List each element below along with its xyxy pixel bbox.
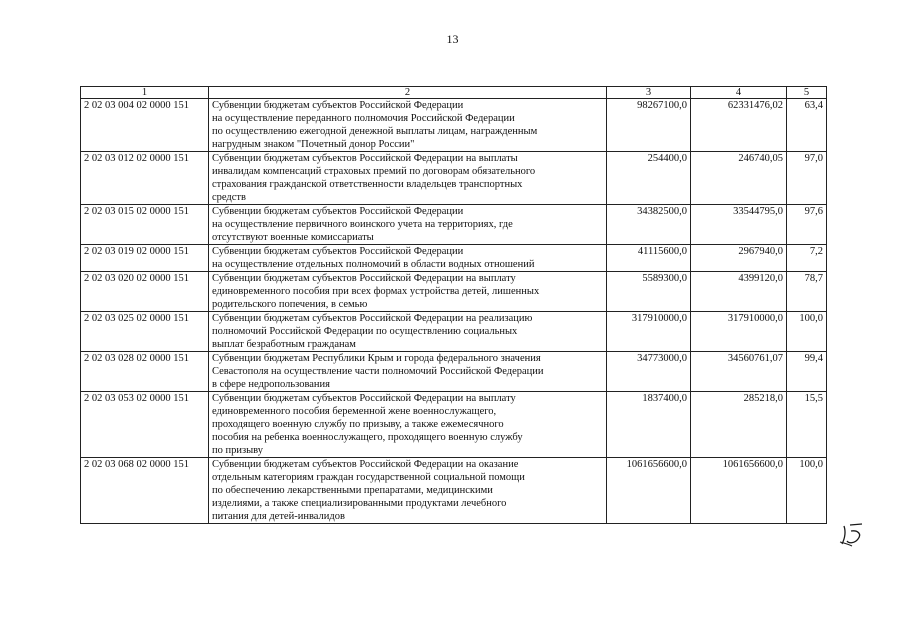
table-row [81,312,827,352]
revenue-name-line: отсутствуют военные комиссариаты [212,232,374,243]
plan-amount-cell: 34773000,0 [607,352,691,392]
budget-code-cell: 2 02 03 025 02 0000 151 [81,312,209,352]
plan-amount-cell: 254400,0 [607,152,691,205]
budget-code-cell: 2 02 03 068 02 0000 151 [81,458,209,524]
actual-amount-cell: 34560761,07 [691,352,787,392]
plan-amount-cell: 34382500,0 [607,205,691,245]
actual-amount-cell: 317910000,0 [691,312,787,352]
page-number: 13 [446,32,459,46]
budget-code-cell: 2 02 03 012 02 0000 151 [81,152,209,205]
revenue-name-line: Севастополя на осуществление части полномочий Российской Федерации [212,366,544,377]
revenue-name-line: Субвенции бюджетам субъектов Российской Федерации [212,206,464,217]
plan-amount-cell: 1061656600,0 [607,458,691,524]
actual-amount-cell: 285218,0 [691,392,787,458]
revenue-name-line: единовременного пособия при всех формах устройства детей, лишенных [212,286,540,297]
revenue-name-cell [209,312,607,352]
budget-code-cell: 2 02 03 053 02 0000 151 [81,392,209,458]
table-row [81,152,827,205]
execution-percent-cell: 15,5 [787,392,827,458]
actual-amount-cell: 62331476,02 [691,99,787,152]
revenue-name-line: Субвенции бюджетам субъектов Российской Федерации на выплаты [212,153,518,164]
revenue-name-line: страхования гражданской ответственности владельцев транспортных [212,179,523,190]
execution-percent-cell: 78,7 [787,272,827,312]
table-row [81,458,827,524]
revenue-name-line: Субвенции бюджетам субъектов Российской Федерации на выплату [212,273,516,284]
column-number-1: 1 [81,87,209,99]
revenue-name-line: отдельным категориям граждан государственной социальной помощи [212,472,525,483]
revenue-name-cell [209,392,607,458]
table-row [81,99,827,152]
revenue-name-line: проходящего военную службу по призыву, а также ежемесячного [212,419,504,430]
revenue-name-line: средств [212,192,246,203]
revenue-name-line: Субвенции бюджетам субъектов Российской Федерации на выплату [212,393,516,404]
execution-percent-cell: 97,0 [787,152,827,205]
column-number-5: 5 [787,87,827,99]
budget-code-cell: 2 02 03 004 02 0000 151 [81,99,209,152]
table-row [81,272,827,312]
revenue-name-line: на осуществление переданного полномочия Российской Федерации [212,113,515,124]
budget-code-cell: 2 02 03 015 02 0000 151 [81,205,209,245]
revenue-name-cell [209,205,607,245]
revenue-name-line: нагрудным знаком "Почетный донор России" [212,139,415,150]
revenue-name-line: на осуществление отдельных полномочий в области водных отношений [212,259,535,270]
column-number-2: 2 [209,87,607,99]
execution-percent-cell: 97,6 [787,205,827,245]
revenue-name-line: Субвенции бюджетам субъектов Российской Федерации [212,246,464,257]
revenue-name-line: питания для детей-инвалидов [212,511,345,522]
revenue-name-line: в сфере недропользования [212,379,330,390]
actual-amount-cell: 246740,05 [691,152,787,205]
revenue-name-cell [209,272,607,312]
column-number-3: 3 [607,87,691,99]
actual-amount-cell: 4399120,0 [691,272,787,312]
revenue-name-line: Субвенции бюджетам субъектов Российской Федерации на оказание [212,459,519,470]
revenue-name-line: по призыву [212,445,264,456]
execution-percent-cell: 99,4 [787,352,827,392]
revenue-name-line: полномочий Российской Федерации по осуществлению социальных [212,326,518,337]
revenue-name-line: Субвенции бюджетам субъектов Российской Федерации [212,100,464,111]
revenue-name-line: выплат безработным гражданам [212,339,356,350]
budget-code-cell: 2 02 03 020 02 0000 151 [81,272,209,312]
actual-amount-cell: 1061656600,0 [691,458,787,524]
revenue-name-cell [209,99,607,152]
execution-percent-cell: 100,0 [787,458,827,524]
plan-amount-cell: 98267100,0 [607,99,691,152]
plan-amount-cell: 317910000,0 [607,312,691,352]
revenue-name-line: пособия на ребенка военнослужащего, проходящего военную службу [212,432,523,443]
execution-percent-cell: 7,2 [787,245,827,272]
revenue-name-line: единовременного пособия беременной жене военнослужащего, [212,406,497,417]
revenue-name-line: по обеспечению лекарственными препаратами, медицинскими [212,485,493,496]
budget-code-cell: 2 02 03 019 02 0000 151 [81,245,209,272]
revenue-name-cell [209,152,607,205]
revenue-name-line: Субвенции бюджетам субъектов Российской Федерации на реализацию [212,313,533,324]
column-number-row [81,87,827,99]
table-row [81,205,827,245]
signature-mark-icon [838,522,868,553]
revenue-name-cell [209,245,607,272]
plan-amount-cell: 1837400,0 [607,392,691,458]
budget-code-cell: 2 02 03 028 02 0000 151 [81,352,209,392]
revenue-name-line: Субвенции бюджетам Республики Крым и города федерального значения [212,353,541,364]
execution-percent-cell: 63,4 [787,99,827,152]
budget-table [80,86,827,524]
revenue-name-line: инвалидам компенсаций страховых премий по договорам обязательного [212,166,536,177]
revenue-name-line: родительского попечения, в семью [212,299,368,310]
revenue-name-line: на осуществление первичного воинского учета на территориях, где [212,219,513,230]
plan-amount-cell: 5589300,0 [607,272,691,312]
revenue-name-line: изделиями, а также специализированными продуктами лечебного [212,498,507,509]
table-row [81,245,827,272]
revenue-name-cell [209,458,607,524]
actual-amount-cell: 33544795,0 [691,205,787,245]
plan-amount-cell: 41115600,0 [607,245,691,272]
revenue-name-cell [209,352,607,392]
revenue-name-line: по осуществлению ежегодной денежной выплаты лицам, награжденным [212,126,538,137]
table-row [81,392,827,458]
column-number-4: 4 [691,87,787,99]
table-row [81,352,827,392]
actual-amount-cell: 2967940,0 [691,245,787,272]
execution-percent-cell: 100,0 [787,312,827,352]
